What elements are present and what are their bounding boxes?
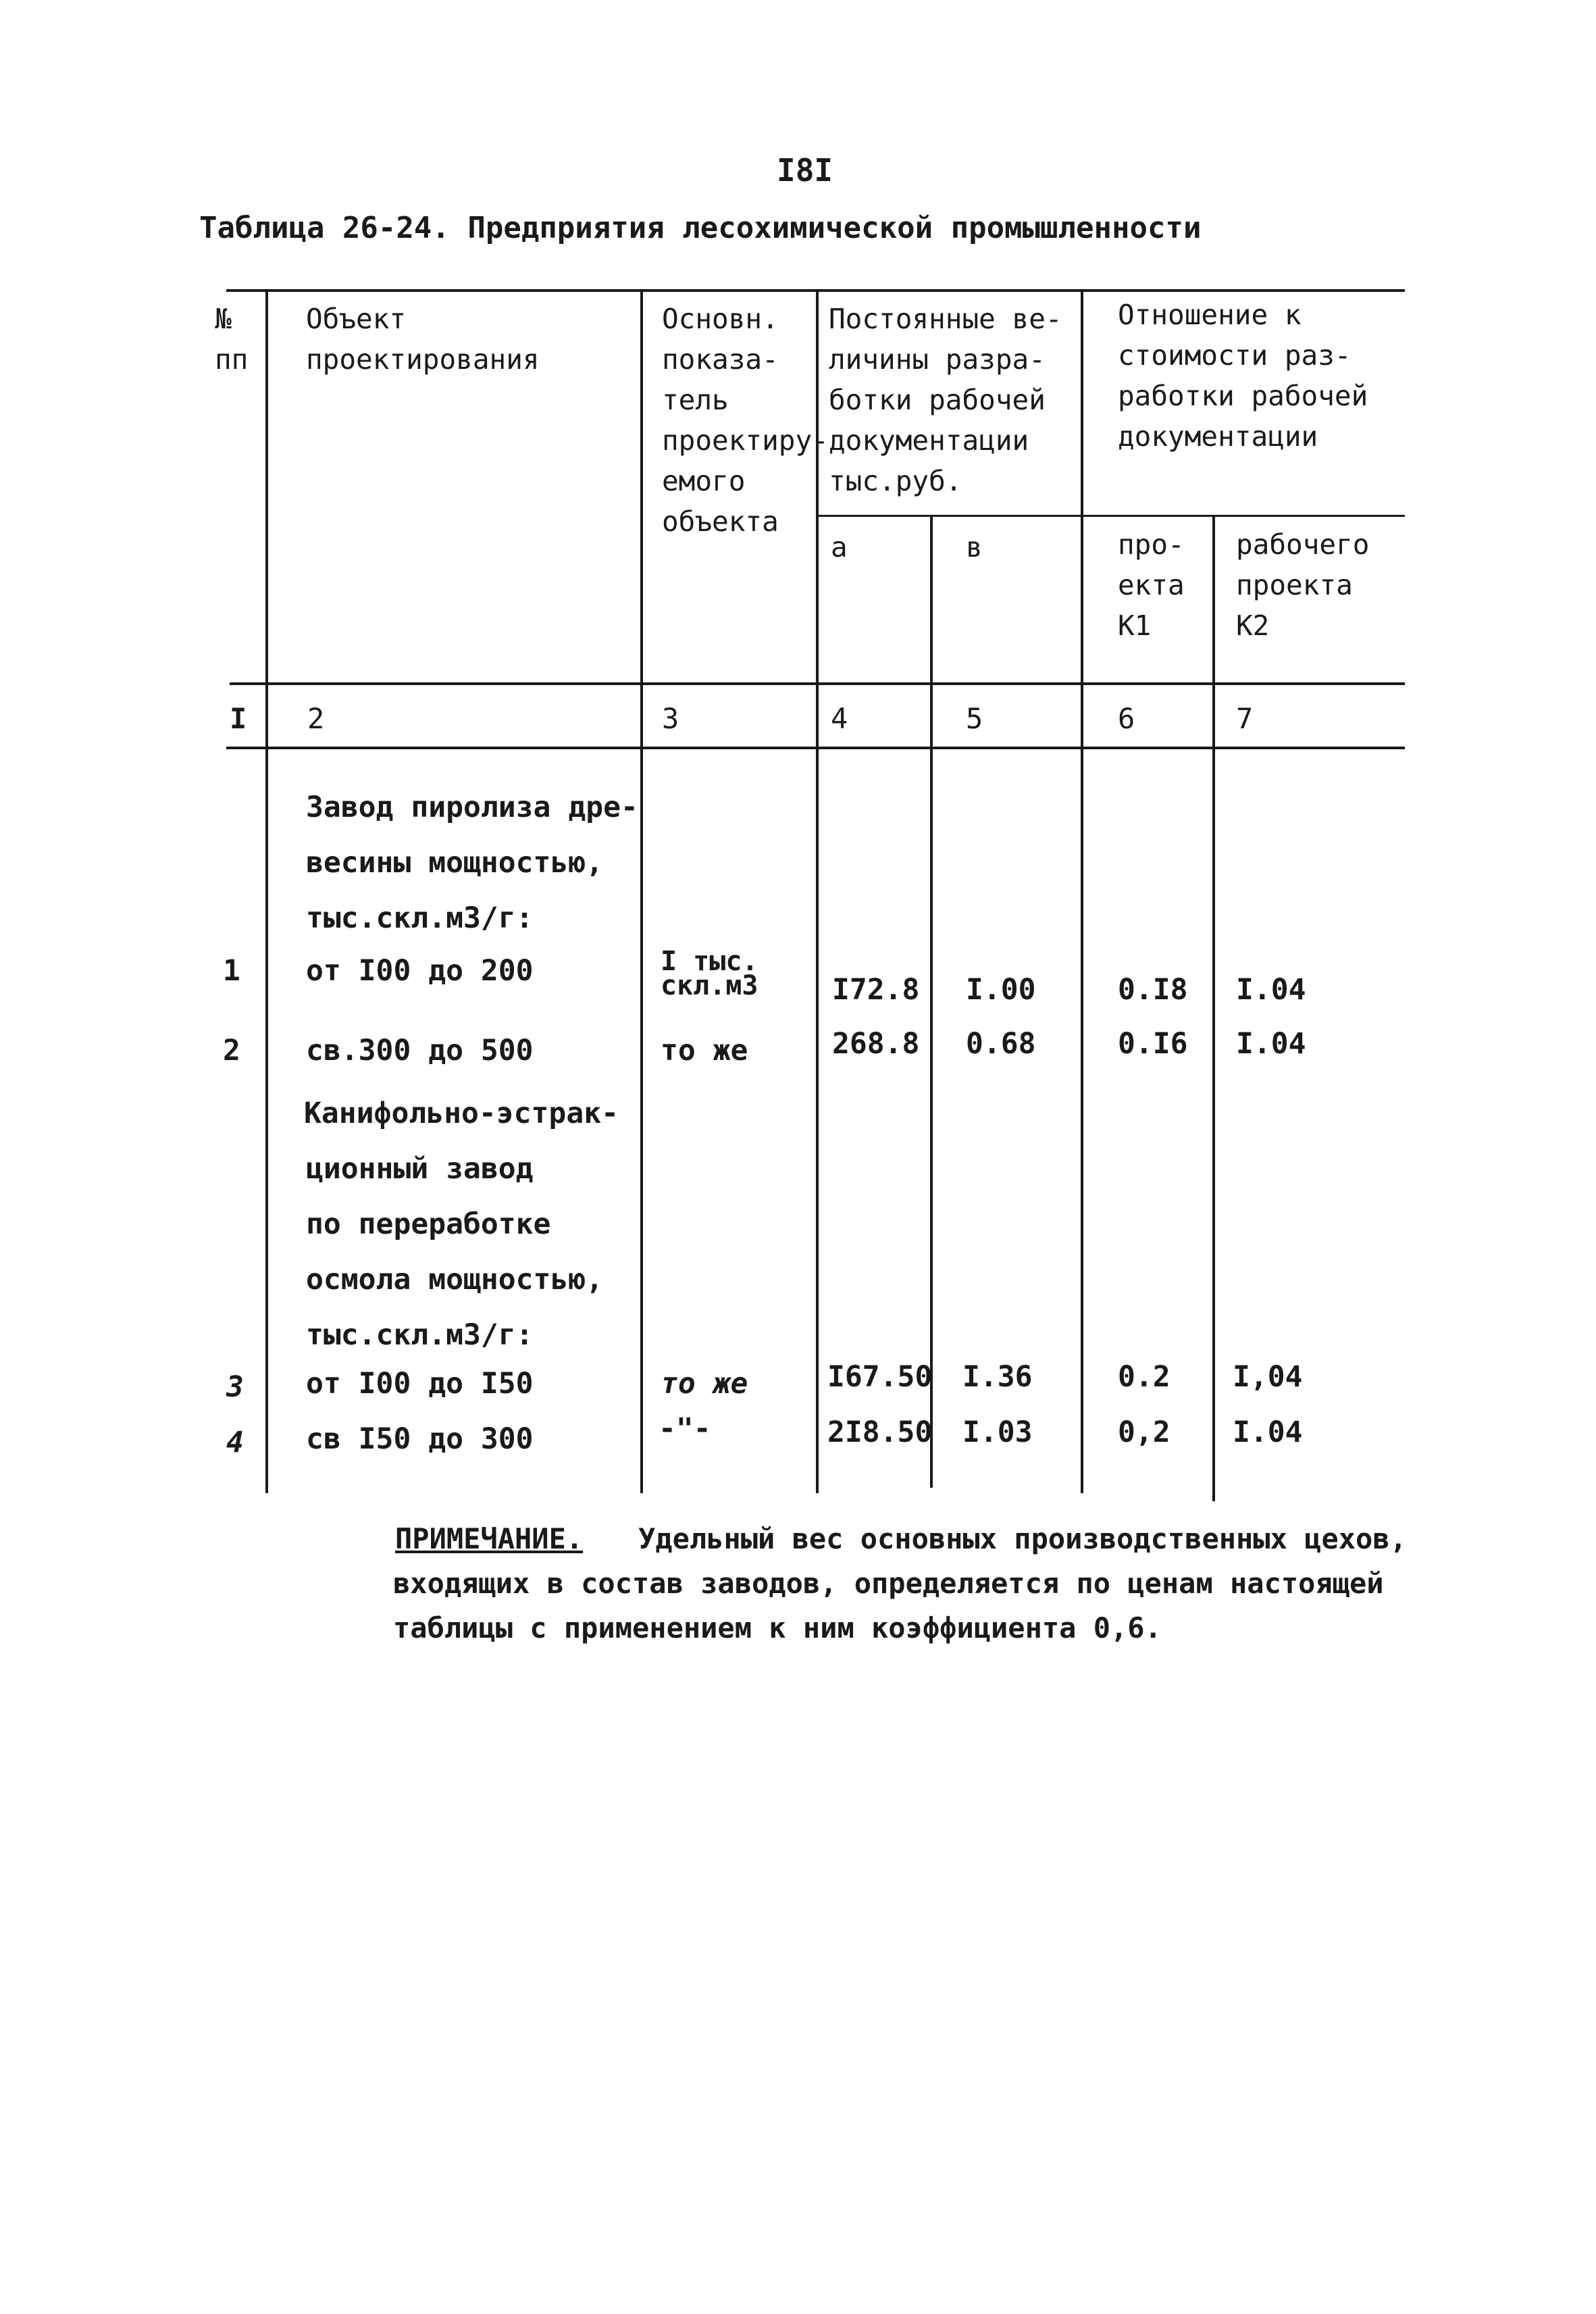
row-object: от I00 до 200 — [306, 954, 534, 988]
row-k1: 0,2 — [1118, 1415, 1170, 1449]
row-b: I.36 — [962, 1360, 1033, 1394]
row-k1: 0.I8 — [1118, 973, 1188, 1007]
row-object: св I50 до 300 — [306, 1422, 534, 1456]
row-a: I67.50 — [827, 1360, 933, 1394]
row-unit: -"- — [659, 1412, 711, 1446]
row-a: 2I8.50 — [827, 1415, 933, 1449]
row-k2: I.04 — [1233, 1415, 1303, 1449]
row-object: от I00 до I50 — [306, 1367, 534, 1401]
group-heading-line: ционный завод — [306, 1152, 534, 1186]
page-number: I8I — [777, 152, 833, 188]
col-divider-5 — [1081, 291, 1083, 1493]
col-divider-6 — [1212, 515, 1215, 1501]
table-caption: Таблица 26-24. Предприятия лесохимической промышленности — [199, 211, 1202, 245]
row-b: I.00 — [966, 973, 1036, 1007]
row-a: I72.8 — [832, 973, 920, 1007]
row-unit: I тыс. скл.м3 — [661, 946, 758, 1001]
group-heading-line: осмола мощностью, — [306, 1263, 604, 1297]
group-heading-line: по переработке — [306, 1207, 551, 1241]
col-number-4: 4 — [831, 702, 848, 735]
subheader-rule — [817, 515, 1405, 517]
col-divider-4 — [930, 515, 933, 1488]
row-a: 268.8 — [832, 1027, 920, 1061]
col-divider-2 — [640, 291, 643, 1493]
header-b: в — [966, 531, 983, 563]
row-unit: то же — [661, 1367, 748, 1401]
row-number: 1 — [223, 954, 240, 988]
header-object: Объект проектирования — [306, 303, 540, 376]
group-heading-line: весины мощностью, — [306, 846, 604, 880]
col-number-1: I — [230, 702, 247, 735]
row-number: 2 — [223, 1034, 240, 1067]
col-number-6: 6 — [1118, 702, 1135, 735]
row-number: 3 — [226, 1370, 244, 1404]
group-heading-line: тыс.скл.м3/г: — [306, 1318, 534, 1352]
row-k2: I,04 — [1233, 1360, 1303, 1394]
header-constants: Постоянные ве- личины разра- ботки рабочей документации тыс.руб. — [829, 303, 1062, 497]
group-heading-line: Завод пиролиза дре- — [306, 790, 638, 824]
row-unit: то же — [661, 1034, 748, 1067]
row-k1: 0.2 — [1118, 1360, 1170, 1394]
header-indicator: Основн. показа- тель проектиру- емого объекта — [662, 303, 829, 538]
note-line-3: таблицы с применением к ним коэффициента 0,6. — [393, 1611, 1162, 1644]
row-k2: I.04 — [1236, 1027, 1306, 1061]
row-k2: I.04 — [1236, 973, 1306, 1007]
row-number: 4 — [226, 1426, 244, 1459]
col-number-5: 5 — [966, 702, 983, 735]
col-number-3: 3 — [662, 702, 679, 735]
note-line-1: Удельный вес основных производственных цехов, — [638, 1522, 1407, 1555]
row-object: св.300 до 500 — [306, 1034, 534, 1067]
header-k2: рабочего проекта К2 — [1236, 528, 1370, 642]
header-num: № пп — [215, 303, 249, 376]
group-heading-line: Канифольно-эстрак- — [304, 1097, 619, 1130]
row-k1: 0.I6 — [1118, 1027, 1188, 1061]
header-k1: про- екта К1 — [1118, 528, 1185, 642]
col-divider-1 — [265, 291, 268, 1493]
col-number-2: 2 — [307, 702, 325, 735]
group-heading-line: тыс.скл.м3/г: — [306, 901, 534, 935]
note-label: ПРИМЕЧАНИЕ. — [395, 1522, 584, 1555]
col-number-7: 7 — [1236, 702, 1254, 735]
note-line-2: входящих в состав заводов, определяется по ценам настоящей — [393, 1567, 1384, 1600]
header-a: а — [831, 531, 848, 563]
header-ratio: Отношение к стоимости раз- работки рабочей документации — [1118, 299, 1368, 453]
row-b: 0.68 — [966, 1027, 1036, 1061]
row-b: I.03 — [962, 1415, 1033, 1449]
